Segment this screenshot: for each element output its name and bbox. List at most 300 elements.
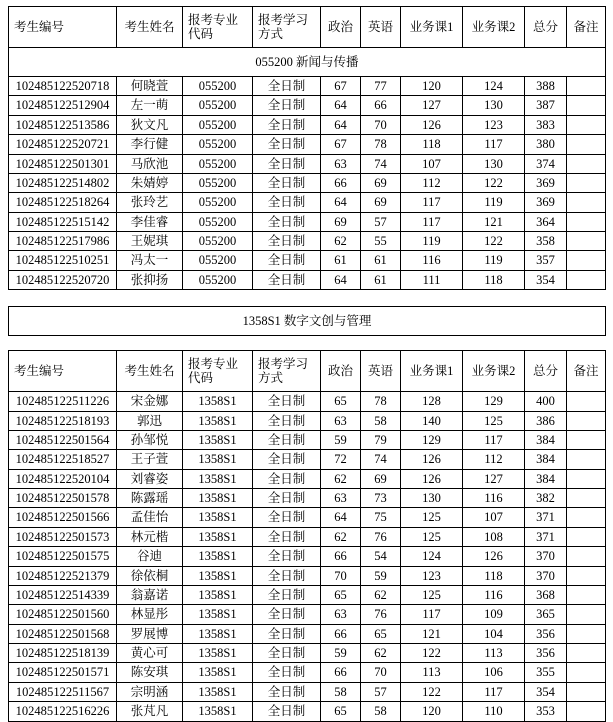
cell-major-code: 1358S1 [183, 450, 253, 469]
table-row [9, 232, 606, 251]
cell-pro1-score: 122 [401, 644, 463, 663]
cell-pro2-score: 112 [463, 450, 525, 469]
cell-english-score: 69 [361, 193, 401, 212]
cell-remark [567, 682, 606, 701]
column-header-pro1: 业务课1 [401, 351, 463, 392]
cell-major-code: 1358S1 [183, 430, 253, 449]
cell-pro2-score: 130 [463, 154, 525, 173]
cell-politics-score: 58 [321, 682, 361, 701]
cell-candidate-name: 林显彤 [117, 605, 183, 624]
column-header-pro2: 业务课2 [463, 7, 525, 48]
table-body-block-1 [9, 48, 606, 77]
cell-pro1-score: 121 [401, 624, 463, 643]
column-header-pro2: 业务课2 [463, 351, 525, 392]
cell-politics-score: 62 [321, 232, 361, 251]
cell-politics-score: 70 [321, 566, 361, 585]
cell-candidate-name: 孙邹悦 [117, 430, 183, 449]
cell-candidate-id: 102485122518139 [9, 644, 117, 663]
cell-major-code: 1358S1 [183, 605, 253, 624]
cell-major-code: 1358S1 [183, 663, 253, 682]
cell-candidate-name: 徐依桐 [117, 566, 183, 585]
column-header-candidate-id: 考生编号 [9, 7, 117, 48]
table-row [9, 411, 606, 430]
cell-english-score: 79 [361, 430, 401, 449]
cell-total-score: 400 [525, 392, 567, 411]
cell-english-score: 69 [361, 173, 401, 192]
cell-candidate-id: 102485122501301 [9, 154, 117, 173]
cell-major-code: 1358S1 [183, 411, 253, 430]
cell-study-mode: 全日制 [253, 392, 321, 411]
cell-pro2-score: 118 [463, 270, 525, 289]
table-row [9, 702, 606, 721]
cell-candidate-id: 102485122501560 [9, 605, 117, 624]
cell-pro1-score: 126 [401, 469, 463, 488]
cell-politics-score: 65 [321, 702, 361, 721]
cell-politics-score: 65 [321, 585, 361, 604]
cell-total-score: 380 [525, 135, 567, 154]
cell-pro1-score: 119 [401, 232, 463, 251]
cell-candidate-id: 102485122520718 [9, 77, 117, 96]
table-row [9, 154, 606, 173]
cell-remark [567, 251, 606, 270]
section-title: 1358S1 数字文创与管理 [9, 307, 606, 336]
cell-politics-score: 65 [321, 392, 361, 411]
cell-candidate-name: 张芃凡 [117, 702, 183, 721]
cell-candidate-name: 林元楷 [117, 527, 183, 546]
cell-major-code: 1358S1 [183, 566, 253, 585]
cell-remark [567, 527, 606, 546]
cell-study-mode: 全日制 [253, 270, 321, 289]
cell-english-score: 74 [361, 154, 401, 173]
cell-english-score: 62 [361, 644, 401, 663]
cell-candidate-id: 102485122511226 [9, 392, 117, 411]
cell-study-mode: 全日制 [253, 251, 321, 270]
cell-english-score: 77 [361, 77, 401, 96]
cell-major-code: 055200 [183, 212, 253, 231]
table-row [9, 212, 606, 231]
cell-politics-score: 66 [321, 173, 361, 192]
cell-english-score: 61 [361, 270, 401, 289]
cell-pro1-score: 129 [401, 430, 463, 449]
cell-major-code: 055200 [183, 173, 253, 192]
cell-candidate-name: 陈安琪 [117, 663, 183, 682]
cell-study-mode: 全日制 [253, 489, 321, 508]
cell-politics-score: 69 [321, 212, 361, 231]
cell-pro1-score: 118 [401, 135, 463, 154]
cell-total-score: 371 [525, 508, 567, 527]
cell-study-mode: 全日制 [253, 212, 321, 231]
score-rows-block-1 [8, 76, 606, 290]
section-gap [8, 336, 605, 350]
table-row [9, 251, 606, 270]
cell-major-code: 1358S1 [183, 508, 253, 527]
cell-total-score: 357 [525, 251, 567, 270]
cell-remark [567, 566, 606, 585]
cell-total-score: 354 [525, 270, 567, 289]
cell-pro1-score: 128 [401, 392, 463, 411]
cell-major-code: 1358S1 [183, 392, 253, 411]
cell-total-score: 356 [525, 624, 567, 643]
cell-candidate-id: 102485122514339 [9, 585, 117, 604]
cell-pro1-score: 122 [401, 682, 463, 701]
cell-major-code: 1358S1 [183, 527, 253, 546]
cell-total-score: 387 [525, 96, 567, 115]
cell-candidate-id: 102485122518527 [9, 450, 117, 469]
cell-total-score: 384 [525, 469, 567, 488]
cell-remark [567, 508, 606, 527]
cell-candidate-name: 王子萱 [117, 450, 183, 469]
cell-english-score: 66 [361, 96, 401, 115]
cell-candidate-name: 黄心可 [117, 644, 183, 663]
cell-candidate-id: 102485122521379 [9, 566, 117, 585]
cell-english-score: 76 [361, 527, 401, 546]
table-row [9, 663, 606, 682]
cell-remark [567, 663, 606, 682]
cell-politics-score: 64 [321, 270, 361, 289]
cell-pro2-score: 130 [463, 96, 525, 115]
cell-remark [567, 232, 606, 251]
cell-study-mode: 全日制 [253, 527, 321, 546]
cell-total-score: 374 [525, 154, 567, 173]
cell-major-code: 1358S1 [183, 644, 253, 663]
cell-remark [567, 430, 606, 449]
cell-politics-score: 64 [321, 508, 361, 527]
cell-major-code: 055200 [183, 115, 253, 134]
table-row [9, 585, 606, 604]
cell-remark [567, 392, 606, 411]
cell-candidate-name: 冯太一 [117, 251, 183, 270]
cell-study-mode: 全日制 [253, 232, 321, 251]
cell-politics-score: 64 [321, 115, 361, 134]
cell-pro1-score: 117 [401, 212, 463, 231]
cell-english-score: 58 [361, 411, 401, 430]
cell-english-score: 59 [361, 566, 401, 585]
cell-politics-score: 59 [321, 644, 361, 663]
cell-pro1-score: 117 [401, 193, 463, 212]
cell-candidate-name: 马欣池 [117, 154, 183, 173]
column-header-candidate-name: 考生姓名 [117, 351, 183, 392]
cell-study-mode: 全日制 [253, 77, 321, 96]
cell-pro1-score: 125 [401, 527, 463, 546]
cell-pro1-score: 117 [401, 605, 463, 624]
cell-total-score: 384 [525, 450, 567, 469]
cell-study-mode: 全日制 [253, 547, 321, 566]
cell-english-score: 75 [361, 508, 401, 527]
cell-study-mode: 全日制 [253, 663, 321, 682]
cell-major-code: 055200 [183, 77, 253, 96]
cell-remark [567, 450, 606, 469]
cell-pro1-score: 130 [401, 489, 463, 508]
cell-pro1-score: 125 [401, 508, 463, 527]
cell-study-mode: 全日制 [253, 411, 321, 430]
cell-politics-score: 64 [321, 193, 361, 212]
cell-politics-score: 66 [321, 663, 361, 682]
cell-politics-score: 67 [321, 77, 361, 96]
cell-english-score: 70 [361, 115, 401, 134]
cell-major-code: 055200 [183, 232, 253, 251]
cell-major-code: 1358S1 [183, 547, 253, 566]
cell-major-code: 055200 [183, 96, 253, 115]
table-row [9, 193, 606, 212]
cell-study-mode: 全日制 [253, 585, 321, 604]
cell-candidate-name: 狄文凡 [117, 115, 183, 134]
table-row [9, 566, 606, 585]
cell-pro2-score: 119 [463, 251, 525, 270]
cell-total-score: 382 [525, 489, 567, 508]
column-header-study-mode: 报考学习方式 [253, 7, 321, 48]
cell-remark [567, 644, 606, 663]
section-title: 055200 新闻与传播 [9, 48, 606, 77]
cell-english-score: 58 [361, 702, 401, 721]
cell-total-score: 364 [525, 212, 567, 231]
cell-candidate-id: 102485122510251 [9, 251, 117, 270]
cell-english-score: 69 [361, 469, 401, 488]
table-row [9, 173, 606, 192]
section-title-row [9, 307, 606, 336]
column-header-politics: 政治 [321, 7, 361, 48]
cell-pro2-score: 108 [463, 527, 525, 546]
table-row [9, 430, 606, 449]
cell-candidate-id: 102485122514802 [9, 173, 117, 192]
cell-total-score: 356 [525, 644, 567, 663]
cell-remark [567, 96, 606, 115]
cell-study-mode: 全日制 [253, 96, 321, 115]
cell-major-code: 1358S1 [183, 469, 253, 488]
cell-remark [567, 154, 606, 173]
cell-candidate-name: 宗明涵 [117, 682, 183, 701]
cell-politics-score: 63 [321, 154, 361, 173]
cell-pro1-score: 140 [401, 411, 463, 430]
cell-pro1-score: 124 [401, 547, 463, 566]
cell-study-mode: 全日制 [253, 644, 321, 663]
cell-pro2-score: 113 [463, 644, 525, 663]
cell-study-mode: 全日制 [253, 508, 321, 527]
cell-total-score: 386 [525, 411, 567, 430]
cell-politics-score: 63 [321, 411, 361, 430]
cell-major-code: 055200 [183, 251, 253, 270]
cell-total-score: 388 [525, 77, 567, 96]
cell-remark [567, 411, 606, 430]
cell-english-score: 70 [361, 663, 401, 682]
column-header-english: 英语 [361, 351, 401, 392]
cell-english-score: 54 [361, 547, 401, 566]
cell-english-score: 76 [361, 605, 401, 624]
cell-pro2-score: 107 [463, 508, 525, 527]
cell-pro2-score: 117 [463, 430, 525, 449]
cell-total-score: 353 [525, 702, 567, 721]
cell-candidate-id: 102485122501573 [9, 527, 117, 546]
table-row [9, 469, 606, 488]
table-row [9, 96, 606, 115]
cell-candidate-name: 孟佳怡 [117, 508, 183, 527]
cell-candidate-name: 刘睿姿 [117, 469, 183, 488]
cell-candidate-id: 102485122517986 [9, 232, 117, 251]
cell-english-score: 65 [361, 624, 401, 643]
cell-politics-score: 63 [321, 489, 361, 508]
cell-english-score: 55 [361, 232, 401, 251]
cell-candidate-id: 102485122511567 [9, 682, 117, 701]
cell-remark [567, 135, 606, 154]
table-row [9, 547, 606, 566]
cell-candidate-name: 张玲艺 [117, 193, 183, 212]
cell-candidate-id: 102485122501564 [9, 430, 117, 449]
cell-pro2-score: 109 [463, 605, 525, 624]
cell-candidate-name: 左一萌 [117, 96, 183, 115]
cell-pro1-score: 111 [401, 270, 463, 289]
cell-remark [567, 212, 606, 231]
column-header-candidate-name: 考生姓名 [117, 7, 183, 48]
column-header-study-mode: 报考学习方式 [253, 351, 321, 392]
table-row [9, 450, 606, 469]
cell-pro1-score: 107 [401, 154, 463, 173]
cell-pro2-score: 118 [463, 566, 525, 585]
cell-english-score: 57 [361, 212, 401, 231]
cell-pro1-score: 120 [401, 702, 463, 721]
cell-major-code: 055200 [183, 193, 253, 212]
cell-study-mode: 全日制 [253, 469, 321, 488]
column-header-major-code: 报考专业代码 [183, 351, 253, 392]
cell-pro1-score: 126 [401, 115, 463, 134]
cell-major-code: 1358S1 [183, 682, 253, 701]
cell-total-score: 354 [525, 682, 567, 701]
column-header-politics: 政治 [321, 351, 361, 392]
cell-total-score: 365 [525, 605, 567, 624]
cell-pro2-score: 117 [463, 682, 525, 701]
cell-politics-score: 63 [321, 605, 361, 624]
cell-candidate-name: 何晓萱 [117, 77, 183, 96]
table-row [9, 489, 606, 508]
cell-pro2-score: 104 [463, 624, 525, 643]
cell-politics-score: 61 [321, 251, 361, 270]
cell-candidate-name: 朱婧婷 [117, 173, 183, 192]
table-row [9, 682, 606, 701]
cell-major-code: 055200 [183, 135, 253, 154]
cell-major-code: 055200 [183, 270, 253, 289]
table-header-row [9, 351, 606, 392]
cell-pro2-score: 121 [463, 212, 525, 231]
cell-study-mode: 全日制 [253, 193, 321, 212]
rows-container-1 [9, 77, 606, 290]
cell-pro2-score: 122 [463, 232, 525, 251]
cell-pro1-score: 127 [401, 96, 463, 115]
cell-english-score: 78 [361, 392, 401, 411]
cell-major-code: 1358S1 [183, 489, 253, 508]
table-row [9, 77, 606, 96]
cell-remark [567, 270, 606, 289]
cell-candidate-name: 罗展博 [117, 624, 183, 643]
column-header-pro1: 业务课1 [401, 7, 463, 48]
table-row [9, 605, 606, 624]
cell-study-mode: 全日制 [253, 430, 321, 449]
cell-english-score: 78 [361, 135, 401, 154]
score-table-block-1 [8, 6, 606, 77]
cell-pro2-score: 110 [463, 702, 525, 721]
cell-remark [567, 469, 606, 488]
cell-total-score: 383 [525, 115, 567, 134]
cell-english-score: 62 [361, 585, 401, 604]
cell-candidate-name: 王妮琪 [117, 232, 183, 251]
score-table-block-2 [8, 350, 606, 721]
cell-total-score: 355 [525, 663, 567, 682]
table-row [9, 624, 606, 643]
cell-study-mode: 全日制 [253, 702, 321, 721]
cell-pro1-score: 113 [401, 663, 463, 682]
cell-candidate-id: 102485122513586 [9, 115, 117, 134]
cell-major-code: 055200 [183, 154, 253, 173]
cell-remark [567, 173, 606, 192]
cell-pro1-score: 116 [401, 251, 463, 270]
cell-remark [567, 605, 606, 624]
cell-politics-score: 62 [321, 527, 361, 546]
cell-total-score: 368 [525, 585, 567, 604]
cell-total-score: 358 [525, 232, 567, 251]
section-title-row [9, 48, 606, 77]
cell-candidate-name: 陈露瑶 [117, 489, 183, 508]
rows-container-2 [9, 392, 606, 721]
cell-candidate-name: 李行健 [117, 135, 183, 154]
cell-politics-score: 64 [321, 96, 361, 115]
cell-pro1-score: 112 [401, 173, 463, 192]
cell-candidate-id: 102485122520104 [9, 469, 117, 488]
cell-total-score: 370 [525, 566, 567, 585]
table-row [9, 392, 606, 411]
cell-candidate-id: 102485122515142 [9, 212, 117, 231]
cell-english-score: 61 [361, 251, 401, 270]
cell-english-score: 73 [361, 489, 401, 508]
column-header-total: 总分 [525, 351, 567, 392]
table-row [9, 644, 606, 663]
cell-remark [567, 547, 606, 566]
cell-pro2-score: 127 [463, 469, 525, 488]
cell-total-score: 369 [525, 193, 567, 212]
cell-total-score: 384 [525, 430, 567, 449]
cell-candidate-id: 102485122512904 [9, 96, 117, 115]
table-row [9, 508, 606, 527]
cell-candidate-id: 102485122501566 [9, 508, 117, 527]
cell-politics-score: 59 [321, 430, 361, 449]
cell-pro2-score: 123 [463, 115, 525, 134]
column-header-candidate-id: 考生编号 [9, 351, 117, 392]
cell-politics-score: 72 [321, 450, 361, 469]
cell-politics-score: 67 [321, 135, 361, 154]
cell-remark [567, 115, 606, 134]
cell-candidate-id: 102485122520721 [9, 135, 117, 154]
table-row [9, 115, 606, 134]
cell-english-score: 57 [361, 682, 401, 701]
cell-pro1-score: 123 [401, 566, 463, 585]
cell-total-score: 371 [525, 527, 567, 546]
section-title-table-block-2 [8, 306, 606, 336]
cell-remark [567, 193, 606, 212]
cell-candidate-id: 102485122501575 [9, 547, 117, 566]
cell-candidate-name: 郭迅 [117, 411, 183, 430]
cell-remark [567, 624, 606, 643]
cell-remark [567, 489, 606, 508]
cell-politics-score: 62 [321, 469, 361, 488]
cell-study-mode: 全日制 [253, 173, 321, 192]
cell-pro2-score: 122 [463, 173, 525, 192]
cell-study-mode: 全日制 [253, 682, 321, 701]
column-header-major-code: 报考专业代码 [183, 7, 253, 48]
column-header-remark: 备注 [567, 351, 606, 392]
column-header-total: 总分 [525, 7, 567, 48]
cell-study-mode: 全日制 [253, 605, 321, 624]
cell-pro2-score: 106 [463, 663, 525, 682]
cell-pro2-score: 125 [463, 411, 525, 430]
cell-major-code: 1358S1 [183, 624, 253, 643]
cell-study-mode: 全日制 [253, 135, 321, 154]
cell-study-mode: 全日制 [253, 154, 321, 173]
